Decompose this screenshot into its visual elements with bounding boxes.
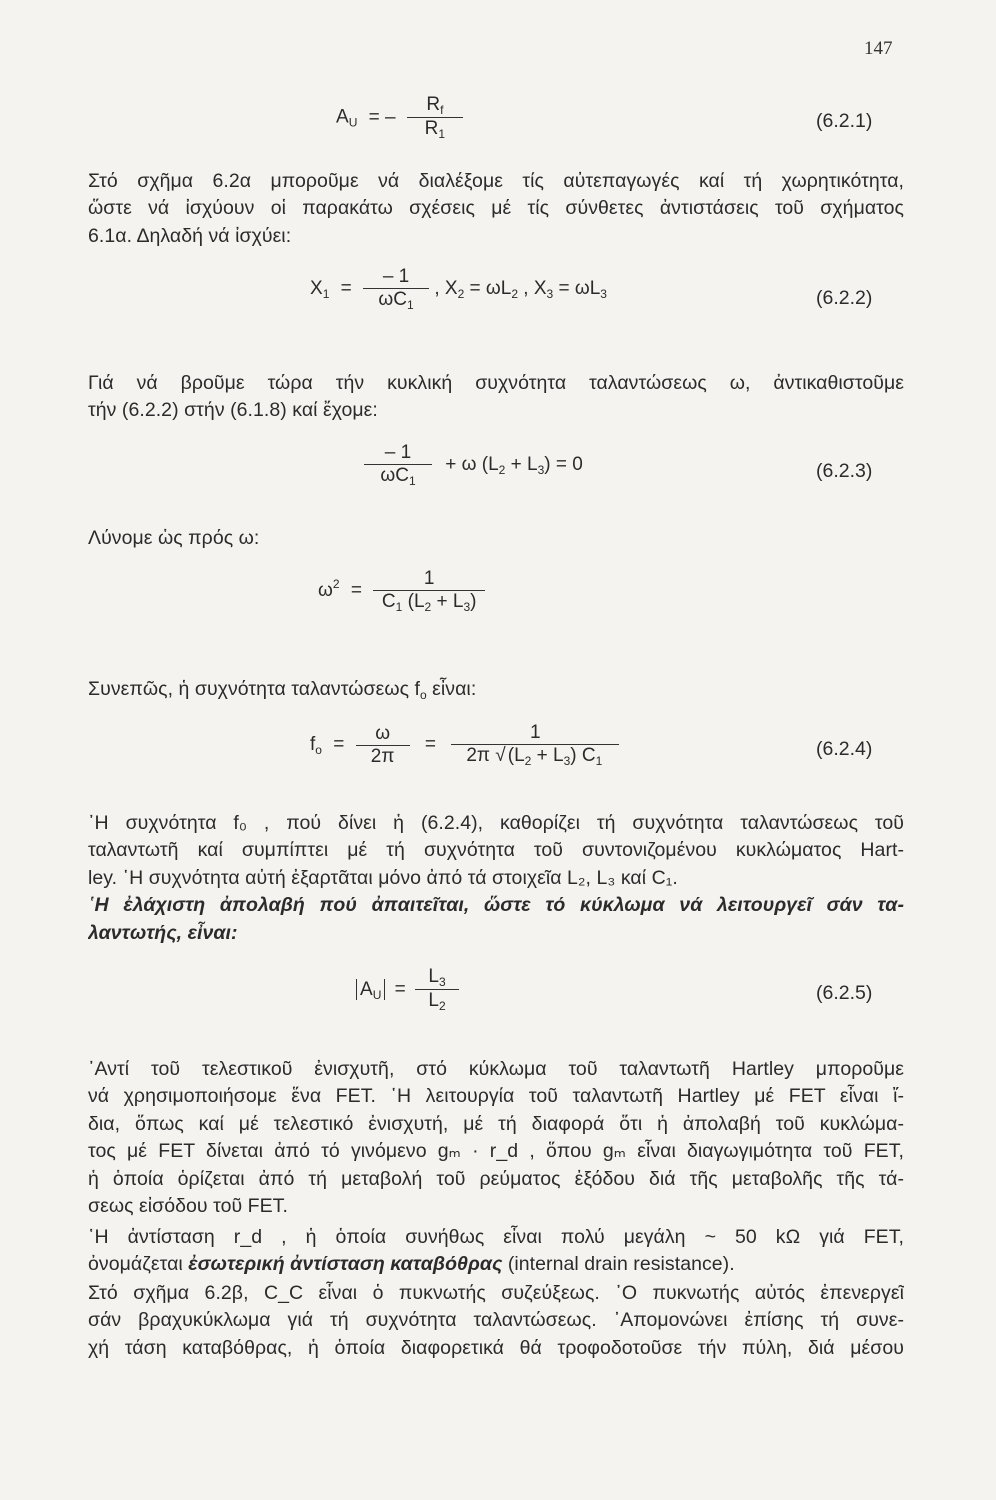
fraction: $\frac{L_3}{L_2}$: [415, 966, 459, 1013]
equation-6-2-2: $X_1$ = $\frac{- 1}{\omega C_1}$ , $X_2 = \omega L_2$ , $X_3 = \omega L_3$: [310, 266, 607, 312]
paragraph: ῾Η ἀντίσταση r_d , ἡ ὁποία συνήθως εἶναι πολύ μεγάλη ~ 50 kΩ γιά FET, ὀνομάζεται ἐσωτερική ἀντίσταση καταβόθρας (internal drain resistance).: [88, 1226, 904, 1276]
equation-label: (6.2.5): [816, 982, 873, 1004]
paragraph: ᾿Αντί τοῦ τελεστικοῦ ἐνισχυτῆ, στό κύκλωμα τοῦ ταλαντωτῆ Hartley μποροῦμε νά χρησιμοποιήσομε ἕνα FET. ῾Η λειτουργία τοῦ ταλαντωτῆ Hartley μέ FET εἶναι ἴ- δια, ὅπως καί μέ τελεστικό ἐνισχυτή, μέ τή διαφορά ὅτι ἡ ἀπολαβή τοῦ κυκλώμα- τος μέ FET δίνεται ἀπό τό γινόμενο gₘ · r_d , ὅπου gₘ εἶναι διαγωγιμότητα τοῦ FET, ἡ ὁποία ὁρίζεται ἀπό τή μεταβολή τοῦ ρεύματος ἐξόδου διά τῆς μεταβολῆς τῆς τά- σεως εἰσόδου τοῦ FET.: [88, 1058, 904, 1218]
fraction: $\frac{1}{C_1 (L_2 + L_3)}$: [373, 568, 485, 614]
fraction: $\frac{1}{2\pi √ (L_2 + L_3) C_1}$: [451, 722, 619, 768]
paragraph: Λύνομε ὡς πρός ω:: [88, 527, 260, 549]
equation-6-2-1: $A_U$ = – $\frac{R_f}{R_1}$: [336, 94, 463, 141]
equation-label: (6.2.1): [816, 110, 873, 132]
equation-label: (6.2.2): [816, 287, 873, 309]
equation-label: (6.2.3): [816, 460, 873, 482]
fraction: $\frac{- 1}{\omega C_1}$: [363, 266, 429, 312]
paragraph: Στό σχῆμα 6.2α μποροῦμε νά διαλέξομε τίς αὐτεπαγωγές καί τή χωρητικότητα, ὥστε νά ἰσχύουν οἱ παρακάτω σχέσεις μέ τίς σύνθετες ἀντιστάσεις τοῦ σχήματος 6.1α. Δηλαδή νά ἰσχύει:: [88, 170, 904, 247]
fraction: $\frac{R_f}{R_1}$: [407, 94, 463, 141]
equation-6-2-4: $f_o$ = $\frac{\omega}{2\pi}$ = $\frac{1}{2\pi √ (L_2 + L_3) C_1}$: [310, 722, 619, 768]
page-number: 147: [864, 38, 893, 59]
equation-6-2-3: $\frac{- 1}{\omega C_1}$ + ω $(L_2 + L_3) = 0$: [364, 442, 583, 488]
paragraph: Στό σχῆμα 6.2β, C_C εἶναι ὁ πυκνωτής συζεύξεως. ᾿Ο πυκνωτής αὐτός ἐπενεργεῖ σάν βραχυκύκλωμα γιά τή συχνότητα ταλαντώσεως. ᾿Απομονώνει ἐπίσης τή συνε- χή τάση καταβόθρας, ἡ ὁποία διαφορετικά θά τροφοδοτοῦσε τήν πύλη, διά μέσου: [88, 1282, 904, 1359]
paragraph: ᾿Η συχνότητα f₀ , πού δίνει ἡ (6.2.4), καθορίζει τή συχνότητα ταλαντώσεως τοῦ ταλαντωτῆ καί συμπίπτει μέ τή συχνότητα τοῦ συντονιζομένου κυκλώματος Hart- ley. ῾Η συχνότητα αὐτή ἐξαρτᾶται μόνο ἀπό τά στοιχεῖα L₂, L₃ καί C₁. ῾Η ἐλάχιστη ἀπολαβή πού ἀπαιτεῖται, ὥστε τό κύκλωμα νά λειτουργεῖ σάν τα- λαντωτής, εἶναι:: [88, 812, 904, 944]
fraction: $\frac{\omega}{2\pi}$: [356, 723, 410, 768]
fraction: $\frac{- 1}{\omega C_1}$: [364, 442, 432, 488]
equation-6-2-5: $A_U$ = $\frac{L_3}{L_2}$: [356, 966, 459, 1013]
paragraph: Γιά νά βροῦμε τώρα τήν κυκλική συχνότητα ταλαντώσεως ω, ἀντικαθιστοῦμε τήν (6.2.2) στήν (6.1.8) καί ἔχομε:: [88, 372, 904, 422]
equation-label: (6.2.4): [816, 738, 873, 760]
paragraph: Συνεπῶς, ἡ συχνότητα ταλαντώσεως $f_o$ εἶναι:: [88, 678, 477, 702]
equation-omega-squared: $\omega^2$ = $\frac{1}{C_1 (L_2 + L_3)}$: [318, 568, 485, 614]
